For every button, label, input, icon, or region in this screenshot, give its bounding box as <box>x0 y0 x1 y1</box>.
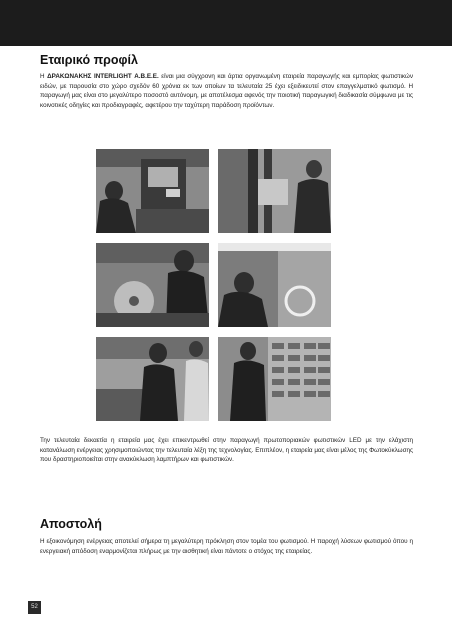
lighting-fixture-photo <box>218 243 331 327</box>
intro-paragraph <box>40 72 413 110</box>
machine-operator-photo <box>218 149 331 233</box>
top-header-bar <box>0 0 452 46</box>
mission-paragraph: Η εξοικονόμηση ενέργειας αποτελεί σήμερα τη μεγαλύτερη πρόκληση στον τομέα του φωτισμού. Η παροχή λύσεων φωτισμού όπου η ενεργειακή απόδοση εναρμονίζεται πλήρως με την αισθητική είναι πάντοτε ο στόχος της εταιρείας. <box>40 538 413 555</box>
workshop-workers-photo <box>96 337 209 421</box>
intro-prefix: Η <box>40 73 48 80</box>
section-title-mission: Αποστολή <box>40 517 102 531</box>
warehouse-worker-photo <box>218 337 331 421</box>
factory-press-photo <box>96 149 209 233</box>
company-name: ΔΡΑΚΩΝΑΚΗΣ INTERLIGHT Α.Β.Ε.Ε. <box>47 73 159 80</box>
led-paragraph: Την τελευταία δεκαετία η εταιρεία μας έχει επικεντρωθεί στην παραγωγή πρωτοποριακών φωτιστικών LED με την ελάχιστη κατανάλωση ενέργειας χρησιμοποιώντας την τελευταία λέξη της τεχνολογίας. Επιπλέον, η εταιρεία μας είναι μέλος της Φωτοκύκλωσης που δραστηριοποιείται στην ανακύκλωση λαμπτήρων και φωτιστικών. <box>40 437 413 464</box>
intro-rest: είναι μια σύγχρονη και άρτια οργανωμένη εταιρεία παραγωγής και εμπορίας φωτιστικών ειδών, με παρουσία στο χώρο σχεδόν 60 χρόνια εκ των οποίων τα τελευταία 25 έχει εξειδικευτεί στον επαγγελματικό φωτισμό. Η παραγωγή μας είναι στο μεγαλύτερο ποσοστό αυτόνομη, με αποτέλεσμα αφενός την ποιοτική παραγωγική διαδικασία σύμφωνα με τις κοινοτικές οδηγίες και προδιαγραφές, αφετέρου την ταχύτερη παράδοση προϊόντων. <box>40 73 413 109</box>
page-number: 52 <box>28 601 41 614</box>
section-title-profile: Εταιρικό προφίλ <box>40 53 138 67</box>
grinding-worker-photo <box>96 243 209 327</box>
